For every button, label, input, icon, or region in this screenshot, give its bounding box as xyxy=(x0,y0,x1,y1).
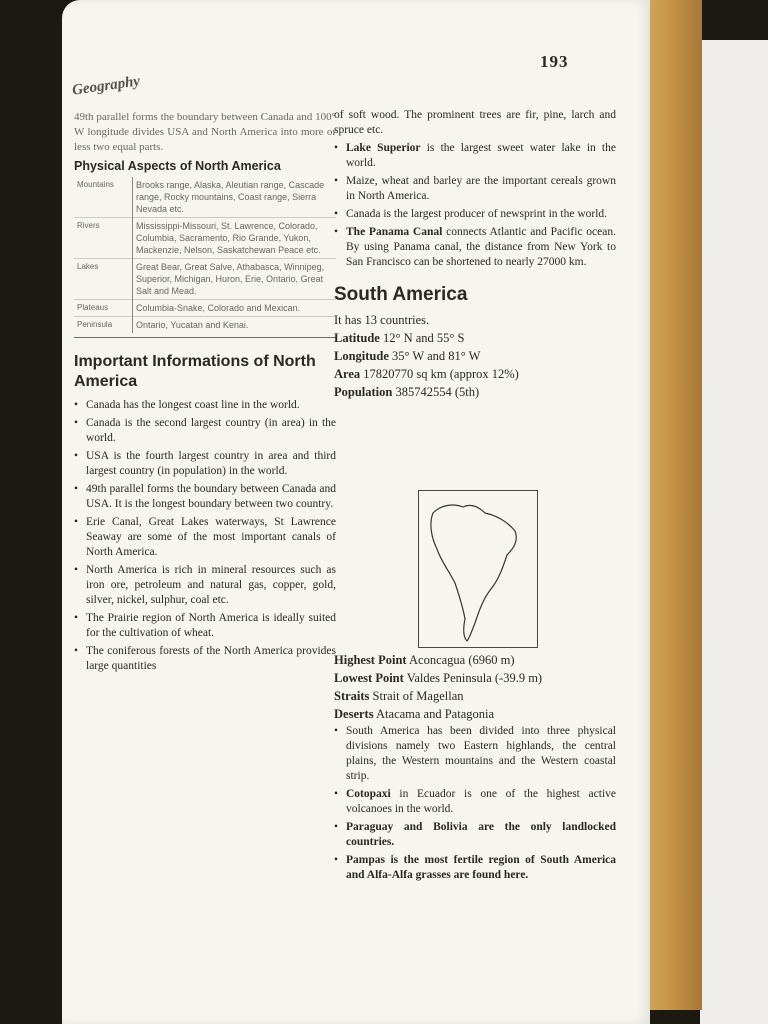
list-item: • Canada has the longest coast line in the world. xyxy=(74,398,336,413)
fact-label: Lowest Point xyxy=(334,671,404,685)
list-item-bold: Lake Superior xyxy=(346,142,421,154)
list-item xyxy=(334,207,616,222)
list-item: • Erie Canal, Great Lakes waterways, St Lawrence Seaway are some of the most important canals of North America. xyxy=(74,515,336,560)
list-item-text: connects Atlantic and Pacific ocean. By using Panama canal, the distance from New York to San Francisco can be shortened to nearly 27000 km. xyxy=(346,226,616,268)
aspect-value: Columbia-Snake, Colorado and Mexican. xyxy=(136,303,301,313)
fact-value: Strait of Magellan xyxy=(372,689,464,703)
map-outline-icon xyxy=(419,491,537,647)
page-number: 193 xyxy=(540,52,569,71)
aspect-key: Peninsula xyxy=(74,317,133,334)
list-item xyxy=(334,141,616,171)
longitude-row xyxy=(334,348,616,365)
list-item-text: Canada is the largest producer of newsprint in the world. xyxy=(346,208,608,220)
continued-text: of soft wood. The prominent trees are fir, pine, larch and spruce etc. xyxy=(334,109,616,136)
highest-point-row xyxy=(334,652,616,669)
straits-row xyxy=(334,688,616,705)
list-item-bold: Cotopaxi xyxy=(346,788,391,800)
aspect-value: Great Bear, Great Salve, Athabasca, Winnipeg, Superior, Michigan, Huron, Erie, Ontario, Great Salt and Mead. xyxy=(136,262,325,296)
latitude-row xyxy=(334,330,616,347)
aspect-value: Brooks range, Alaska, Aleutian range, Cascade range, Rocky mountains, Coast range, Sierra Nevada etc. xyxy=(136,180,325,214)
list-item-text: is the largest sweet water lake in the world. xyxy=(346,142,616,169)
fact-label: Straits xyxy=(334,689,370,703)
list-item: • 49th parallel forms the boundary between Canada and USA. It is the longest boundary between two country. xyxy=(74,482,336,512)
list-item: • Canada is the second largest country (in area) in the world. xyxy=(74,416,336,446)
aspect-key: Rivers xyxy=(74,218,133,259)
table-row xyxy=(74,259,336,300)
fact-value: 12° N and 55° S xyxy=(382,331,465,345)
list-item xyxy=(334,820,616,850)
fact-label: Area xyxy=(334,367,361,381)
aspect-key: Plateaus xyxy=(74,300,133,317)
aspects-table xyxy=(74,177,336,333)
fact-value: 35° W and 81° W xyxy=(392,349,481,363)
section-heading: Geography xyxy=(71,73,142,99)
list-item xyxy=(334,724,616,784)
aspect-key: Mountains xyxy=(74,177,133,218)
divider xyxy=(74,337,336,338)
list-item xyxy=(334,174,616,204)
list-item: • The Prairie region of North America is ideally suited for the cultivation of wheat. xyxy=(74,611,336,641)
book-page xyxy=(62,0,650,1024)
fact-label: Population xyxy=(334,385,393,399)
aspect-value: Mississippi-Missouri, St. Lawrence, Colorado, Columbia, Sacramento, Rio Grande, Yukon, Mackenzie, Nelson, Saskatchewan Peace etc. xyxy=(136,221,321,255)
fact-value: Valdes Peninsula (-39.9 m) xyxy=(406,671,543,685)
table-row xyxy=(74,218,336,259)
area-row xyxy=(334,366,616,383)
countries-count: It has 13 countries. xyxy=(334,313,430,327)
info-heading: Important Informations of North America xyxy=(74,353,316,390)
list-item-bold: Pampas is the most fertile region of South America and Alfa-Alfa grasses are found here. xyxy=(346,854,616,881)
info-list xyxy=(74,398,336,674)
south-america-heading: South America xyxy=(334,284,468,305)
population-row xyxy=(334,384,616,401)
list-item-bold: The Panama Canal xyxy=(346,226,443,238)
south-america-map xyxy=(418,490,538,648)
fact-value: 385742554 (5th) xyxy=(395,385,480,399)
table-row xyxy=(74,317,336,334)
aspect-key: Lakes xyxy=(74,259,133,300)
right-column-top xyxy=(334,108,616,402)
list-item xyxy=(334,787,616,817)
fact-value: 17820770 sq km (approx 12%) xyxy=(363,367,519,381)
aspect-value: Ontario, Yucatan and Kenai. xyxy=(136,320,249,330)
south-america-facts xyxy=(334,312,616,401)
aspects-heading: Physical Aspects of North America xyxy=(74,159,281,173)
fact-label: Highest Point xyxy=(334,653,407,667)
list-item-text: South America has been divided into three physical divisions namely two Eastern highlands, the central plains, the Western mountains and the Western coastal strip. xyxy=(346,725,616,782)
fact-label: Deserts xyxy=(334,707,374,721)
south-america-facts-2 xyxy=(334,652,616,723)
list-item-bold: Paraguay and Bolivia are the only landlocked countries. xyxy=(346,821,616,848)
list-item xyxy=(334,225,616,270)
fact-value: Aconcagua (6960 m) xyxy=(409,653,515,667)
fact-label: Longitude xyxy=(334,349,389,363)
left-column xyxy=(74,110,336,677)
list-item-text: in Ecuador is one of the highest active volcanoes in the world. xyxy=(346,788,616,815)
table-row xyxy=(74,300,336,317)
list-item: • North America is rich in mineral resources such as iron ore, petroleum and natural gas, copper, gold, silver, nickel, sulphur, coal etc. xyxy=(74,563,336,608)
fact-value: Atacama and Patagonia xyxy=(376,707,495,721)
fact-label: Latitude xyxy=(334,331,380,345)
list-item: • The coniferous forests of the North America provides large quantities xyxy=(74,644,336,674)
list-item: • USA is the fourth largest country in area and third largest country (in population) in the world. xyxy=(74,449,336,479)
background-surface xyxy=(700,40,768,1024)
lowest-point-row xyxy=(334,670,616,687)
list-item xyxy=(334,853,616,883)
list-item-text: Maize, wheat and barley are the important cereals grown in North America. xyxy=(346,175,616,202)
deserts-row xyxy=(334,706,616,723)
right-column-bottom xyxy=(334,652,616,886)
table-row xyxy=(74,177,336,218)
intro-text: 49th parallel forms the boundary between Canada and 100° W longitude divides USA and North America into more or less two equal parts. xyxy=(74,111,336,153)
